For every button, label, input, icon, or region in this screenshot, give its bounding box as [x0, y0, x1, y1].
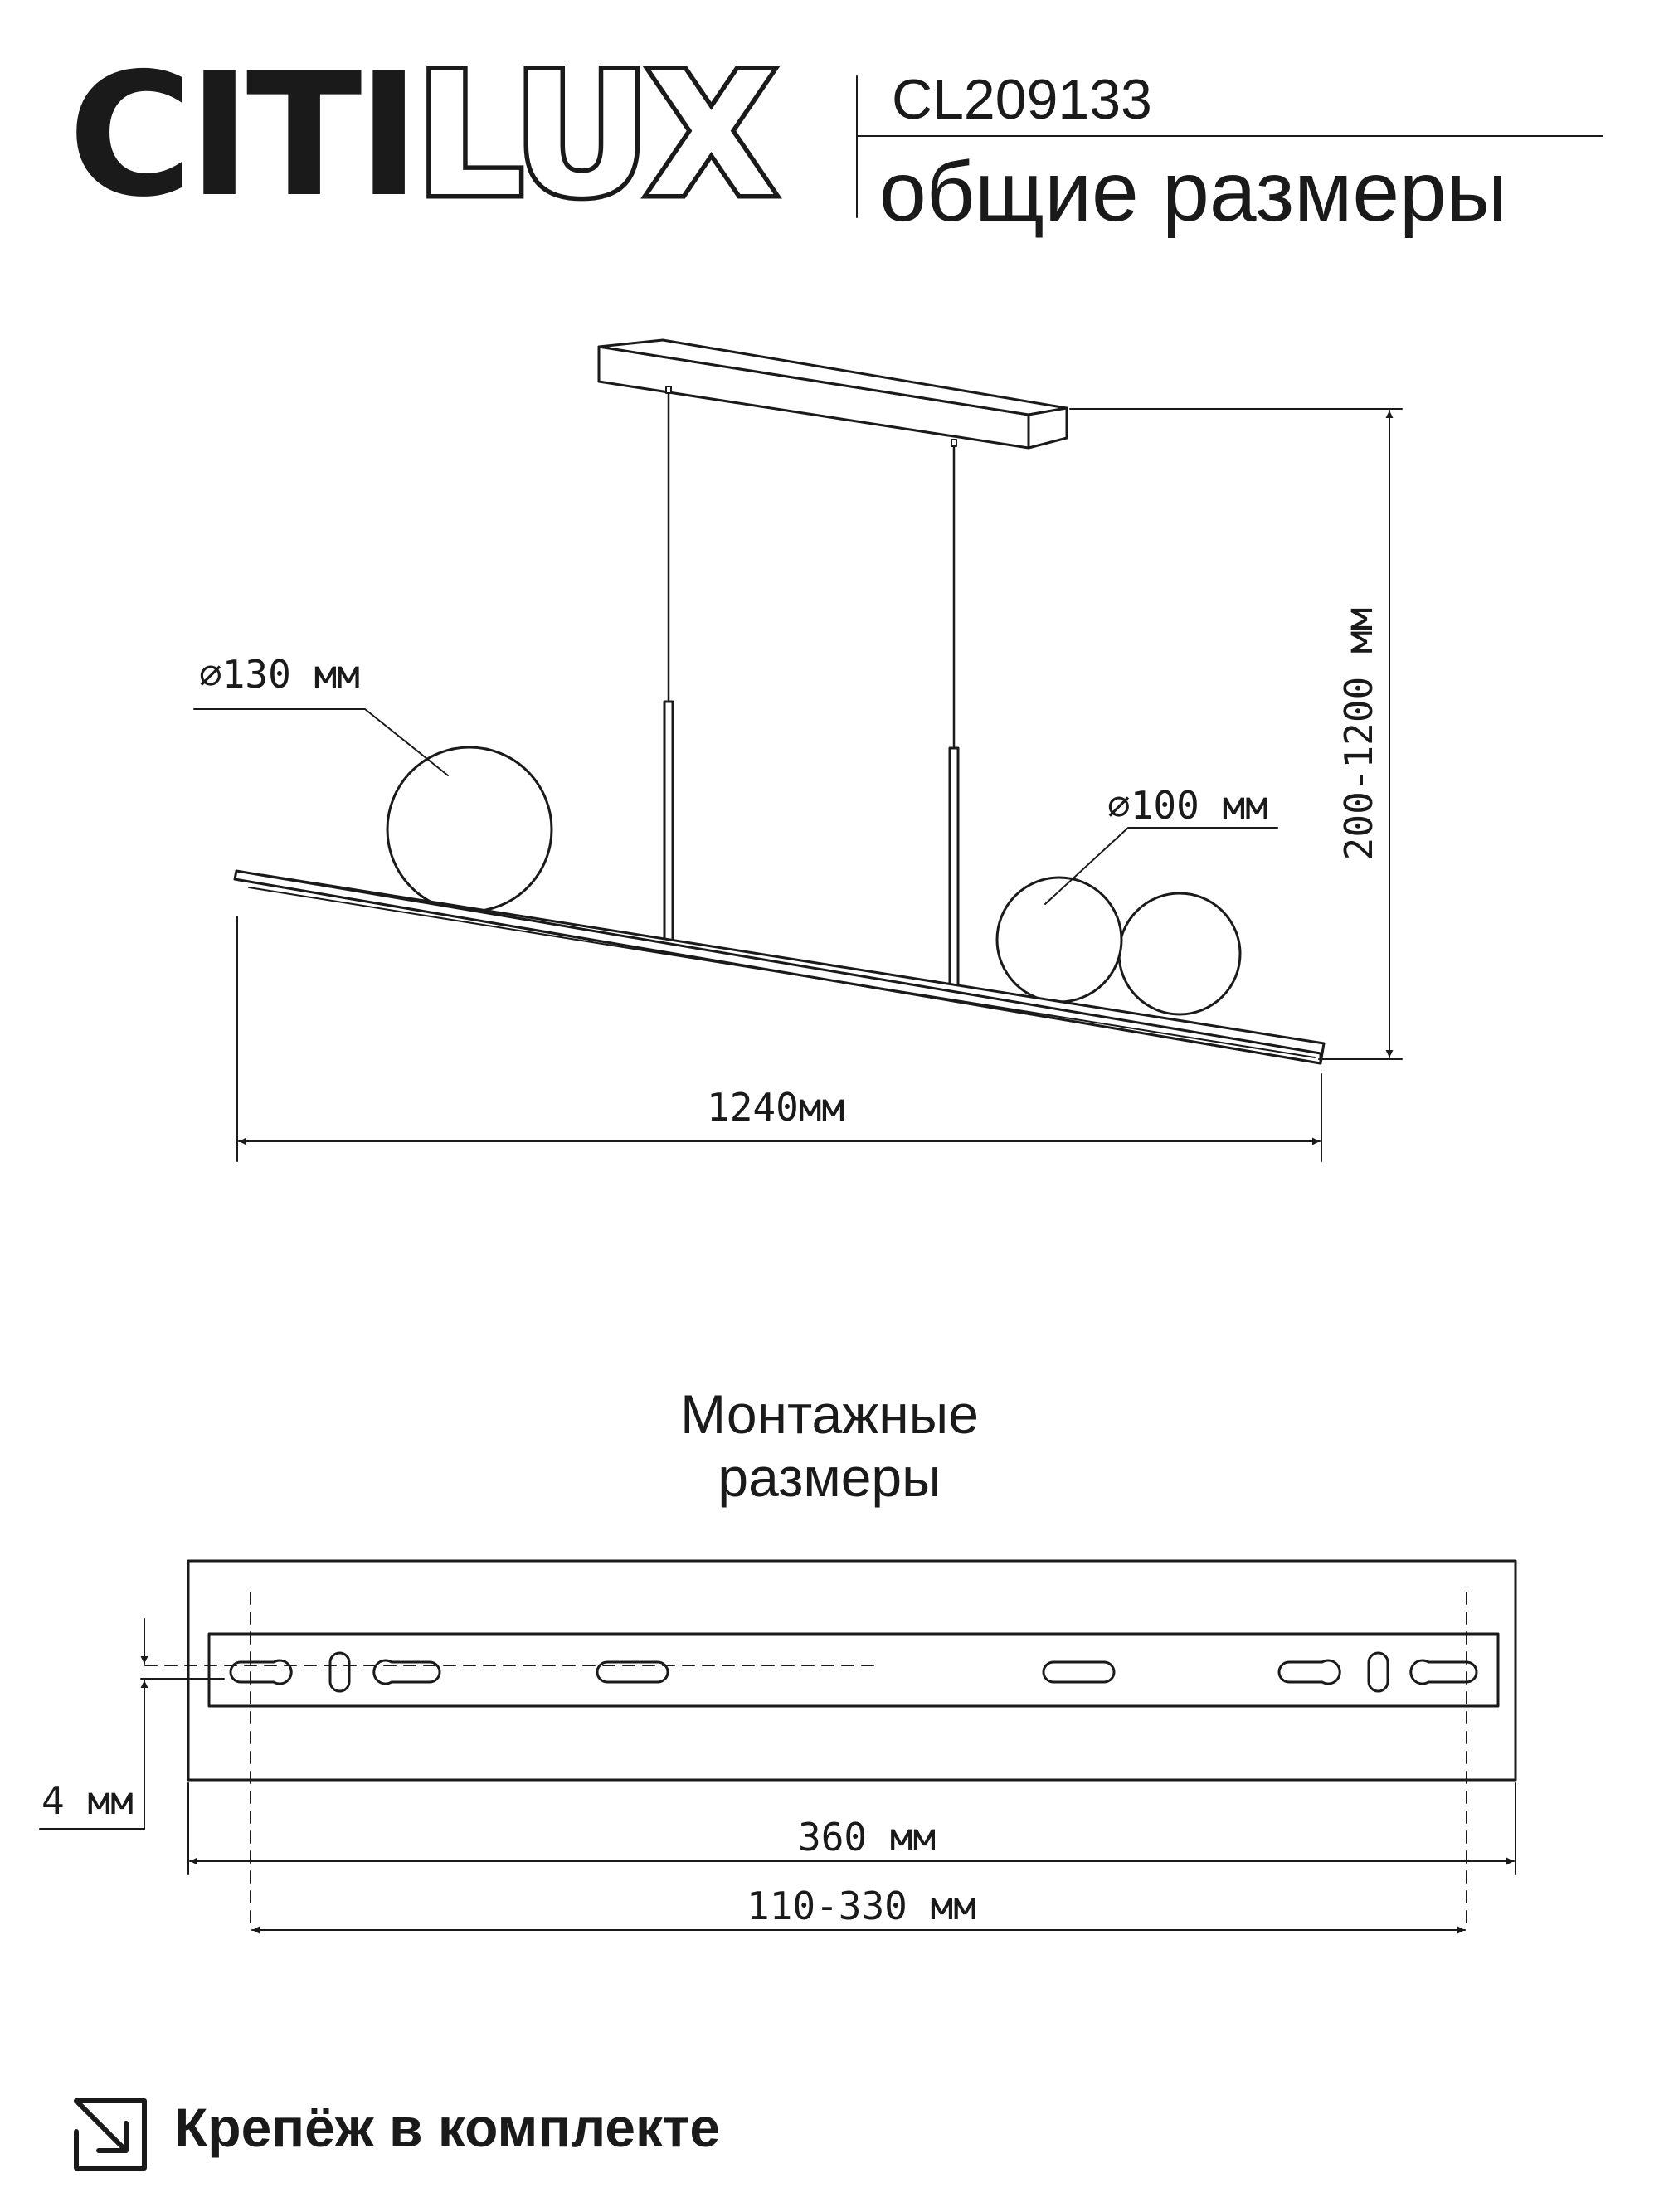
sphere-small-back [1119, 893, 1240, 1014]
footer-note: Крепёж в комплекте [174, 2097, 721, 2158]
dimension-lines-mounting [40, 1592, 1515, 1930]
mounting-title [0, 1383, 1659, 1510]
brand-logo-outline: LUX [415, 37, 772, 235]
brand-logo-solid: CITI [68, 37, 416, 235]
suspension-cables [664, 386, 958, 985]
length-dimension-label: 1240мм [707, 1085, 845, 1130]
sphere-small-diameter-label: ∅100 мм [1107, 783, 1268, 828]
mounting-title-line2: размеры [718, 1446, 941, 1508]
sphere-large [387, 747, 552, 912]
mounting-holes [231, 1653, 1477, 1691]
plate-width-dimension-label: 360 мм [798, 1815, 937, 1860]
mounting-title-line1: Монтажные [680, 1383, 979, 1445]
sphere-small-front [997, 878, 1121, 1002]
hole-spacing-dimension-label: 110-330 мм [747, 1884, 976, 1928]
arrow-in-box-icon [76, 2101, 144, 2168]
model-number: CL209133 [892, 68, 1152, 131]
page-title: общие размеры [879, 144, 1508, 239]
height-dimension-label: 200-1200 мм [1336, 607, 1381, 861]
sphere-large-diameter-label: ∅130 мм [199, 652, 360, 697]
offset-dimension-label: 4 мм [41, 1778, 134, 1823]
